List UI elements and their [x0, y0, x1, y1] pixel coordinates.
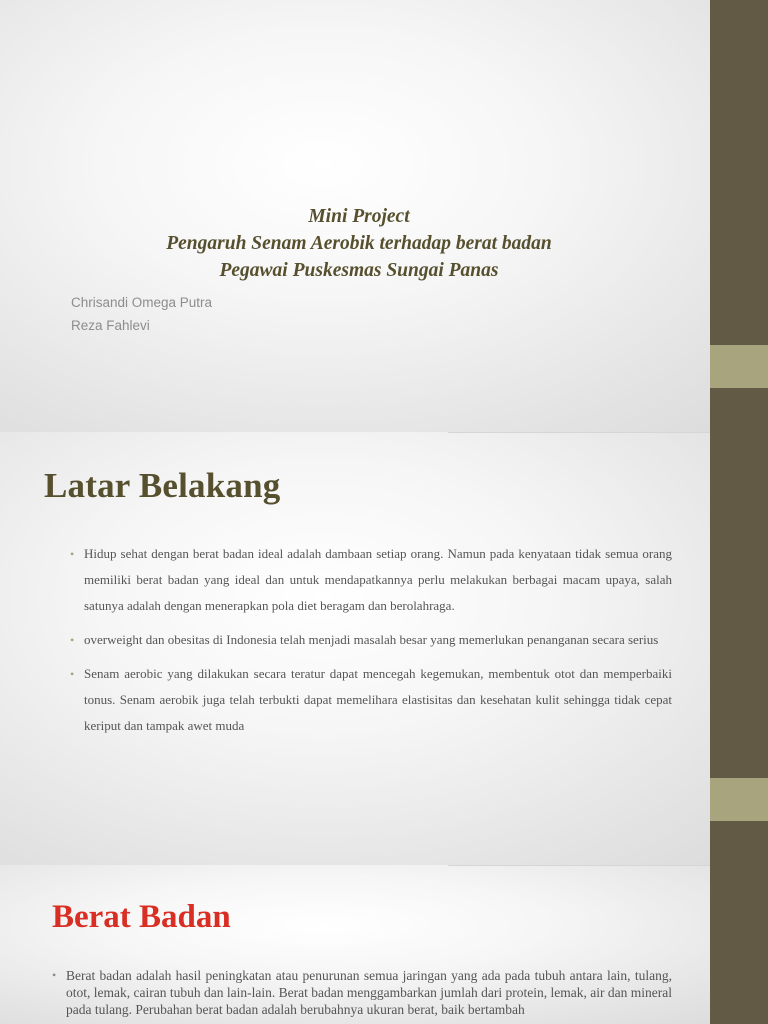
bullet-icon: • — [52, 968, 57, 982]
bullet-text: Hidup sehat dengan berat badan ideal adalah dambaan setiap orang. Namun pada kenyataan tidak semua orang memiliki berat badan yang ideal dan untuk mendapatkannya perlu melakukan berbagai macam upaya, salah satunya adalah dengan menerapkan pola diet beragam dan berolahraga. — [84, 546, 672, 613]
slide-sidebar — [710, 865, 768, 1024]
slide-heading: Berat Badan — [52, 899, 231, 935]
bullet-item — [52, 967, 672, 1018]
title-line-2: Pengaruh Senam Aerobik terhadap berat badan — [166, 233, 552, 254]
slide-latar-belakang — [0, 432, 768, 865]
title-line-3: Pegawai Puskesmas Sungai Panas — [219, 260, 499, 281]
slide-separator — [448, 865, 710, 866]
slide-separator — [448, 432, 710, 433]
bullet-text: overweight dan obesitas di Indonesia telah menjadi masalah besar yang memerlukan penanganan secara serius — [84, 632, 659, 647]
slide-sidebar-accent — [710, 778, 768, 821]
authors — [71, 291, 212, 337]
bullet-list — [52, 967, 672, 1018]
title-line-1: Mini Project — [308, 206, 410, 227]
bullet-item — [70, 661, 672, 739]
bullet-item — [70, 627, 672, 653]
bullet-text: Berat badan adalah hasil peningkatan atau penurunan semua jaringan yang ada pada tubuh antara lain, tulang, otot, lemak, cairan tubuh dan lain-lain. Berat badan menggambarkan jumlah dari protein, lemak, air dan mineral pada tulang. Perubahan berat badan adalah berubahnya ukuran berat, baik bertambah — [66, 968, 672, 1017]
bullet-icon: • — [70, 547, 75, 561]
bullet-item — [70, 541, 672, 619]
author-1: Chrisandi Omega Putra — [71, 295, 213, 310]
slide-heading: Latar Belakang — [44, 466, 281, 505]
bullet-text: Senam aerobic yang dilakukan secara teratur dapat mencegah kegemukan, membentuk otot dan memperbaiki tonus. Senam aerobik juga telah terbukti dapat memelihara elastisitas dan kesehatan kulit sehingga tidak cepat keriput dan tampak awet muda — [84, 666, 672, 733]
slide-sidebar-accent — [710, 345, 768, 388]
slide-title-text — [0, 203, 718, 284]
slide-title — [0, 0, 768, 432]
slide-berat-badan — [0, 865, 768, 1024]
author-2: Reza Fahlevi — [71, 318, 150, 333]
bullet-icon: • — [70, 667, 75, 681]
bullet-list — [70, 541, 672, 747]
bullet-icon: • — [70, 633, 75, 647]
